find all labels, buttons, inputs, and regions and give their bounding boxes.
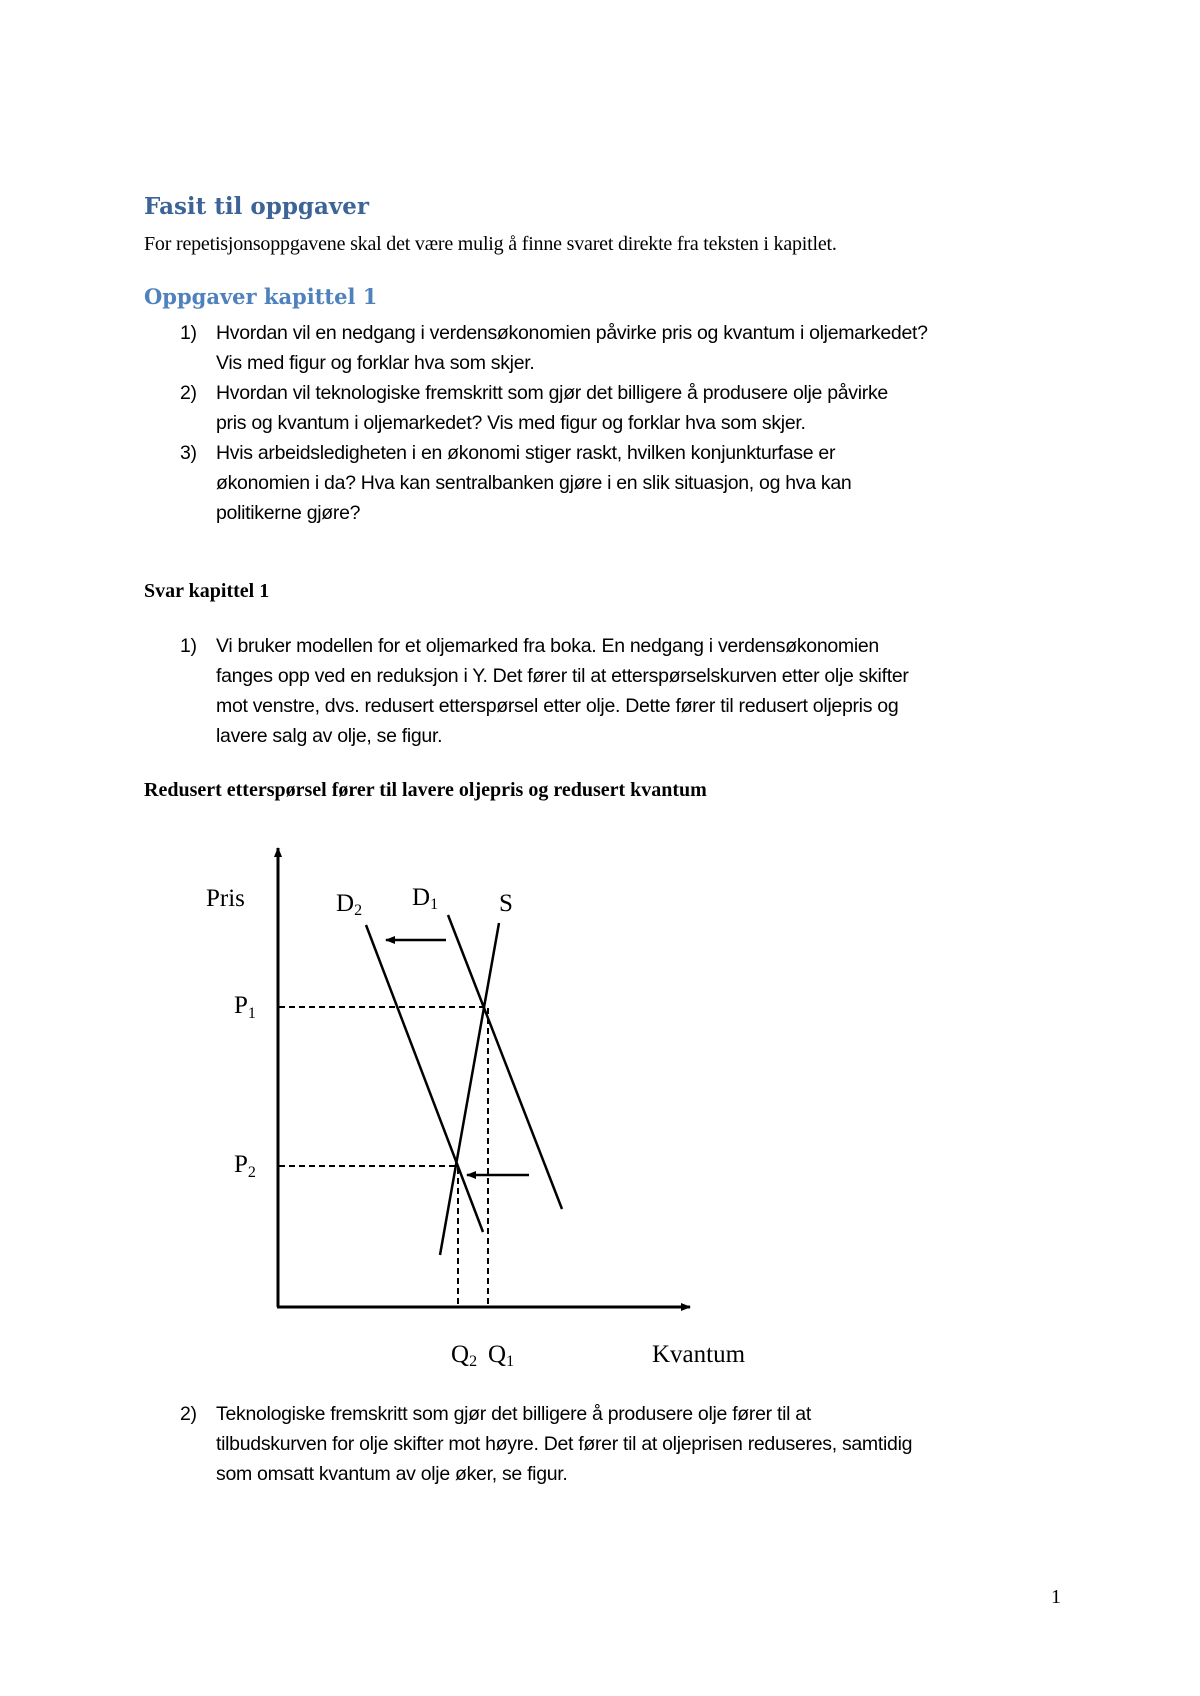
- task-number: 2): [180, 382, 197, 404]
- price-label-p1: $P_1$: [234, 992, 256, 1022]
- task-number: 1): [180, 322, 197, 344]
- task-line: Hvordan vil teknologiske fremskritt som gjør det billigere å produsere olje påvirke: [216, 382, 888, 404]
- curve-label-d1: D1: [412, 884, 439, 913]
- task-line: politikerne gjøre?: [216, 502, 361, 524]
- task-line: Hvis arbeidsledigheten i en økonomi stiger raskt, hvilken konjunkturfase er: [216, 442, 836, 464]
- curve-label-d2: D2: [336, 890, 363, 919]
- demand-curve-d1: [448, 915, 562, 1209]
- task-line: Hvordan vil en nedgang i verdensøkonomien påvirke pris og kvantum i oljemarkedet?: [216, 322, 928, 344]
- page-title: Fasit til oppgaver: [144, 193, 370, 220]
- demand-curve-d2: [366, 925, 483, 1232]
- answer-number: 1): [180, 635, 197, 657]
- tasks-heading: Oppgaver kapittel 1: [144, 284, 378, 309]
- figure-caption: Redusert etterspørsel fører til lavere oljepris og redusert kvantum: [144, 779, 707, 801]
- intro-text: For repetisjonsoppgavene skal det være mulig å finne svaret direkte fra teksten i kapitlet.: [144, 233, 837, 255]
- price-label-p2: $P_2$: [234, 1151, 256, 1181]
- x-axis-label: Kvantum: [652, 1341, 746, 1368]
- answer-number: 2): [180, 1403, 197, 1425]
- answer-line: Teknologiske fremskritt som gjør det billigere å produsere olje fører til at: [216, 1403, 811, 1425]
- y-axis-label: Pris: [206, 885, 245, 912]
- answer-line: fanges opp ved en reduksjon i Y. Det fører til at etterspørselskurven etter olje skifter: [216, 665, 909, 687]
- answer-line: som omsatt kvantum av olje øker, se figur.: [216, 1463, 568, 1485]
- answer-item: [144, 1399, 1074, 1489]
- quantity-label-q2: Q2: [451, 1341, 478, 1370]
- answer-line: Vi bruker modellen for et oljemarked fra boka. En nedgang i verdensøkonomien: [216, 635, 879, 657]
- answer-line: mot venstre, dvs. redusert etterspørsel etter olje. Dette fører til redusert oljepris og: [216, 695, 899, 717]
- quantity-label-q1: Q1: [488, 1341, 515, 1370]
- answers-heading: Svar kapittel 1: [144, 580, 270, 602]
- answer-line: tilbudskurven for olje skifter mot høyre. Det fører til at oljeprisen reduseres, samtidig: [216, 1433, 913, 1455]
- task-line: økonomien i da? Hva kan sentralbanken gjøre i en slik situasjon, og hva kan: [216, 472, 852, 494]
- page-number: 1: [1051, 1586, 1061, 1608]
- task-line: pris og kvantum i oljemarkedet? Vis med figur og forklar hva som skjer.: [216, 412, 806, 434]
- task-line: Vis med figur og forklar hva som skjer.: [216, 352, 535, 374]
- answers-list-2: [144, 1399, 1074, 1489]
- answer-line: lavere salg av olje, se figur.: [216, 725, 443, 747]
- task-number: 3): [180, 442, 197, 464]
- curve-label-s: S: [499, 890, 513, 917]
